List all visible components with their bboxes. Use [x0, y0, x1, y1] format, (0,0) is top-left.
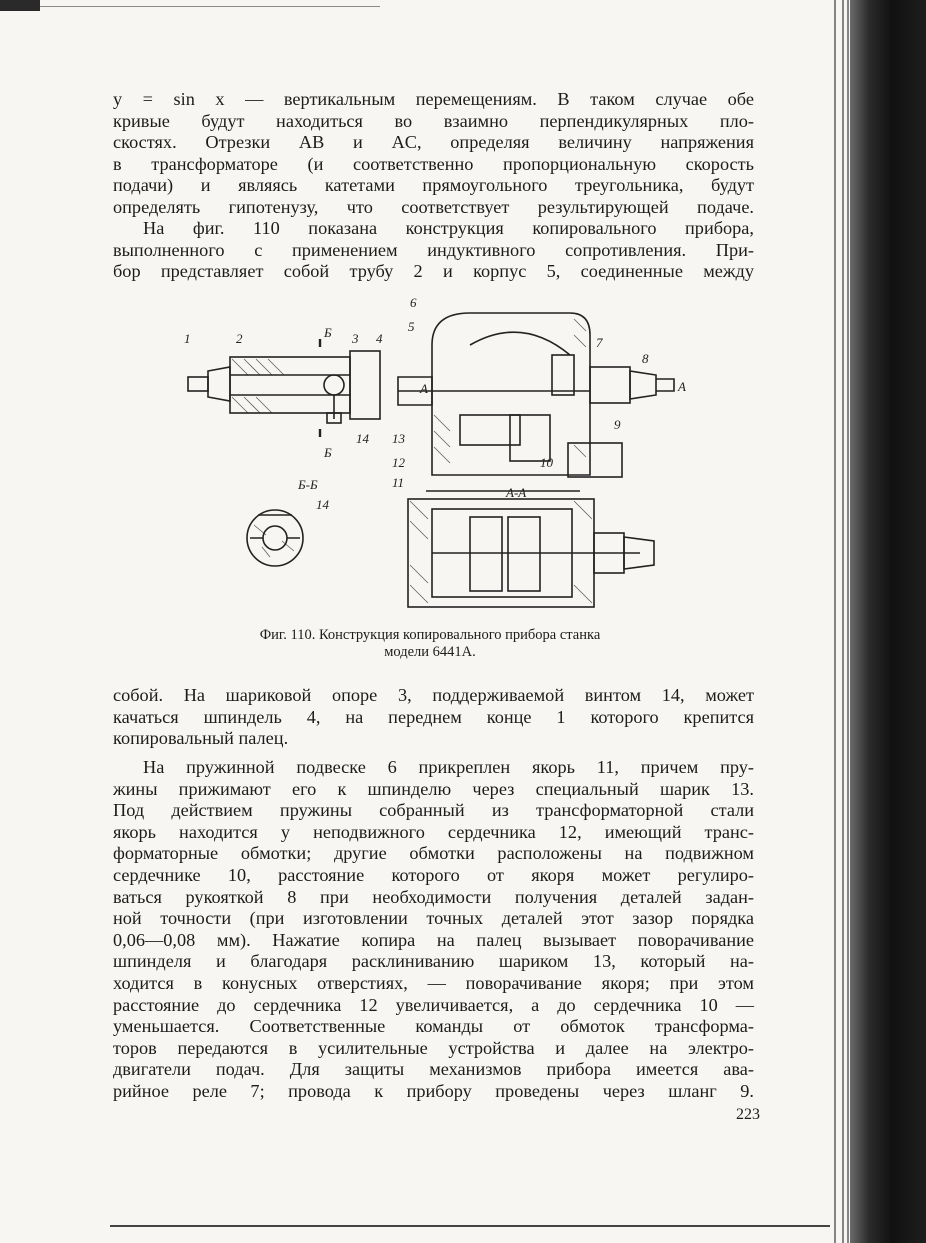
label-a-right: А	[678, 379, 686, 394]
figure-110-drawing	[170, 295, 690, 613]
scan-top-rule	[40, 6, 380, 7]
scan-bottom-rule	[110, 1225, 830, 1227]
text-line: определять гипотенузу, что соответствует результирующей подаче.	[113, 196, 754, 217]
text-line: качаться шпиндель 4, на переднем конце 1 которого крепится	[113, 706, 754, 727]
text-line: шпинделя и благодаря расклиниванию шариком 13, который на-	[113, 951, 754, 972]
text-line: в трансформаторе (и соответственно пропорциональную скорость	[113, 153, 754, 174]
paragraph-4	[113, 757, 754, 1103]
label-12: 12	[392, 455, 405, 470]
text-line: ваться рукояткой 8 при необходимости получения деталей задан-	[113, 886, 754, 907]
text-line: копировальный палец.	[113, 728, 289, 749]
label-8: 8	[642, 351, 649, 366]
label-3: 3	[352, 331, 359, 346]
text-line: ной точности (при изготовлении точных деталей этот зазор порядка	[113, 908, 754, 929]
label-7: 7	[596, 335, 603, 350]
text-line: На фиг. 110 показана конструкция копировального прибора,	[143, 218, 754, 238]
text-line: жины прижимают его к шпинделю через специальный шарик 13.	[113, 778, 754, 799]
label-9: 9	[614, 417, 621, 432]
text-line: сердечнике 10, расстояние которого от якоря может регулиро-	[113, 864, 754, 885]
label-a-left: А	[420, 381, 428, 396]
text-line: Под действием пружины собранный из трансформаторной стали	[113, 800, 754, 821]
label-6: 6	[410, 295, 417, 310]
label-13: 13	[392, 431, 405, 446]
label-section-b-top: Б	[324, 325, 332, 340]
binding-shadow	[820, 0, 926, 1243]
figure-caption-continued: модели 6441А.	[384, 644, 476, 660]
text-line: скостях. Отрезки AB и AC, определяя величину напряжения	[113, 132, 754, 153]
text-line: кривые будут находиться во взаимно перпендикулярных пло-	[113, 110, 754, 131]
text-line: 0,06—0,08 мм). Нажатие копира на палец вызывает поворачивание	[113, 929, 754, 950]
paragraph-1	[113, 89, 754, 219]
label-4: 4	[376, 331, 383, 346]
label-11: 11	[392, 475, 405, 490]
text-line: ходится в конусных отверстиях, — поворачивание якоря; при этом	[113, 972, 754, 993]
text-line: форматорные обмотки; другие обмотки расположены на подвижном	[113, 843, 754, 864]
text-line: выполненного с применением индуктивного сопротивления. При-	[113, 239, 754, 260]
label-5: 5	[408, 319, 415, 334]
scan-corner-mark	[0, 0, 40, 11]
paragraph-2	[113, 218, 754, 283]
text-line: бор представляет собой трубу 2 и корпус 5, соединенные между	[113, 261, 754, 282]
text-line: якорь находится у неподвижного сердечника 12, имеющий транс-	[113, 821, 754, 842]
label-section-b-bottom: Б	[324, 445, 332, 460]
label-2: 2	[236, 331, 243, 346]
label-section-aa: А-А	[506, 485, 527, 500]
text-line: y = sin x — вертикальным перемещениям. В таком случае обе	[113, 89, 754, 109]
figure-caption: Фиг. 110. Конструкция копировального прибора станка	[259, 627, 601, 643]
label-1: 1	[184, 331, 191, 346]
text-line: рийное реле 7; провода к прибору проведены через шланг 9.	[113, 1080, 754, 1101]
text-line: двигатели подач. Для защиты механизмов прибора имеется ава-	[113, 1059, 754, 1080]
text-line: расстояние до сердечника 12 увеличивается, а до сердечника 10 —	[113, 994, 754, 1015]
text-line: торов передаются в усилительные устройства и далее на электро-	[113, 1037, 754, 1058]
text-line: уменьшается. Соответственные команды от обмоток трансформа-	[113, 1016, 754, 1037]
label-section-bb: Б-Б	[298, 477, 318, 492]
text-line: собой. На шариковой опоре 3, поддерживаемой винтом 14, может	[113, 685, 754, 705]
label-14-section: 14	[316, 497, 329, 512]
paragraph-3	[113, 685, 754, 750]
label-10: 10	[540, 455, 553, 470]
text-line: На пружинной подвеске 6 прикреплен якорь 11, причем пру-	[143, 757, 754, 777]
text-line: подачи) и являясь катетами прямоугольного треугольника, будут	[113, 175, 754, 196]
page-number: 223	[736, 1106, 760, 1123]
label-14: 14	[356, 431, 369, 446]
